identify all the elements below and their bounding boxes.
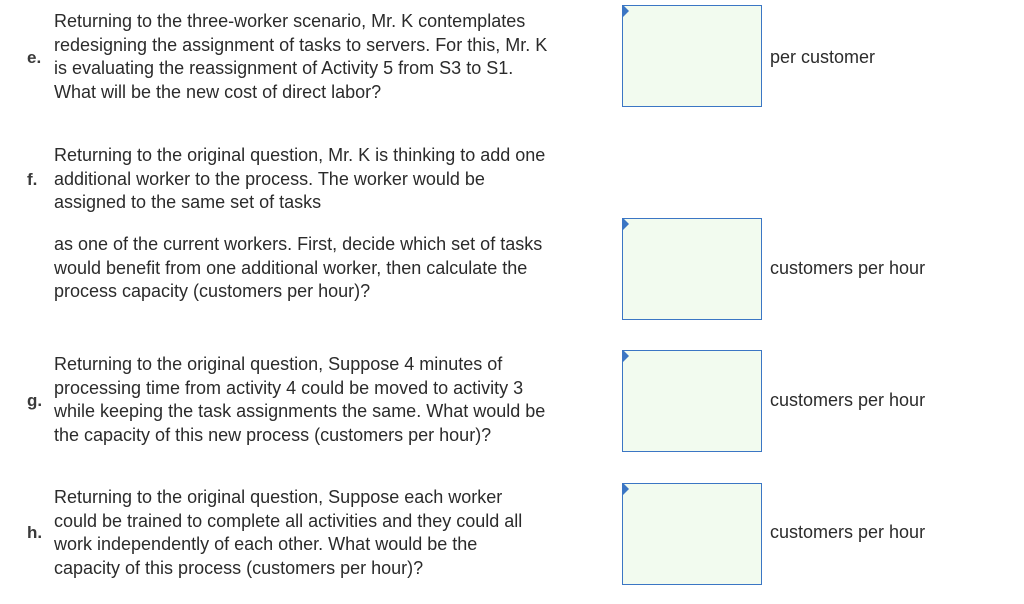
answer-input-e-box[interactable]: [622, 5, 762, 107]
question-line: Returning to the three-worker scenario, Mr. K contemplates: [54, 11, 526, 31]
question-letter-e: e.: [27, 48, 42, 67]
question-line: is evaluating the reassignment of Activity 5 from S3 to S1.: [54, 58, 514, 78]
question-line: capacity of this process (customers per hour)?: [54, 557, 424, 578]
question-text-h: [54, 486, 522, 580]
unit-label-e: per customer: [770, 47, 876, 67]
question-text-f: [54, 144, 545, 215]
answer-input-g-box[interactable]: [622, 350, 762, 452]
question-line: process capacity (customers per hour)?: [54, 281, 371, 301]
unit-label-f: customers per hour: [770, 258, 926, 278]
question-line: could be trained to complete all activities and they could all: [54, 510, 523, 531]
answer-input-h[interactable]: [623, 484, 761, 584]
question-line: Returning to the original question, Suppose each worker: [54, 487, 503, 507]
question-text-e: [54, 10, 547, 104]
answer-input-f[interactable]: [623, 219, 761, 319]
question-line: What will be the new cost of direct labor?: [54, 81, 382, 102]
answer-input-f-box[interactable]: [622, 218, 762, 320]
question-letter-f: f.: [27, 170, 38, 189]
question-line: as one of the current workers. First, decide which set of tasks: [54, 234, 543, 254]
answer-input-h-box[interactable]: [622, 483, 762, 585]
question-line: Returning to the original question, Mr. K is thinking to add one: [54, 145, 546, 165]
question-letter-g: g.: [27, 391, 43, 410]
question-line: Returning to the original question, Suppose 4 minutes of: [54, 354, 503, 374]
question-line: while keeping the task assignments the same. What would be: [54, 401, 546, 421]
question-line: assigned to the same set of tasks: [54, 192, 322, 212]
unit-label-h: customers per hour: [770, 522, 926, 542]
question-text-f-continued: [54, 233, 542, 304]
question-line: would benefit from one additional worker, then calculate the: [54, 257, 528, 278]
question-line: the capacity of this new process (customers per hour)?: [54, 424, 492, 445]
question-letter-h: h.: [27, 523, 43, 542]
answer-input-g[interactable]: [623, 351, 761, 451]
question-text-g: [54, 353, 545, 447]
question-line: redesigning the assignment of tasks to servers. For this, Mr. K: [54, 34, 548, 55]
question-line: additional worker to the process. The worker would be: [54, 168, 485, 189]
question-line: processing time from activity 4 could be moved to activity 3: [54, 377, 524, 398]
question-line: work independently of each other. What would be the: [54, 534, 478, 554]
answer-input-e[interactable]: [623, 6, 761, 106]
unit-label-g: customers per hour: [770, 390, 926, 410]
